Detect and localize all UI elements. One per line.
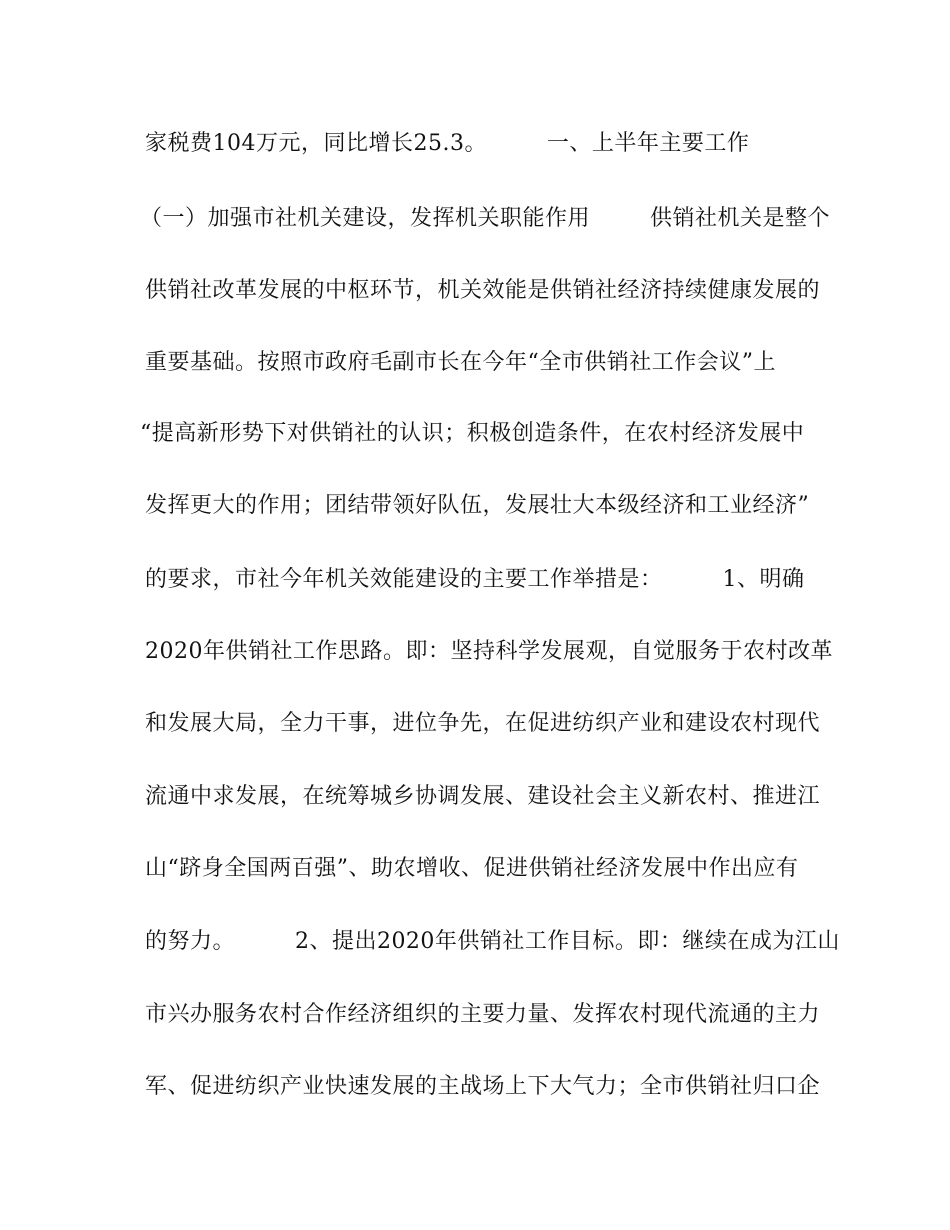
text-line: （一）加强市社机关建设，发挥机关职能作用 供销社机关是整个 bbox=[140, 206, 830, 231]
text-line: 供销社改革发展的中枢环节，机关效能是供销社经济持续健康发展的 bbox=[145, 278, 821, 303]
text-line: 市兴办服务农村合作经济组织的主要力量、发挥农村现代流通的主力 bbox=[145, 1002, 821, 1027]
text-line: 军、促进纺织产业快速发展的主战场上下大气力；全市供销社归口企 bbox=[145, 1074, 821, 1099]
text-line: 2020年供销社工作思路。即：坚持科学发展观，自觉服务于农村改革 bbox=[145, 639, 833, 664]
text-line: 山“跻身全国两百强”、助农增收、促进供销社经济发展中作出应有 bbox=[145, 856, 799, 881]
text-line: “提高新形势下对供销社的认识；积极创造条件，在农村经济发展中 bbox=[140, 421, 805, 446]
text-line: 发挥更大的作用；团结带领好队伍，发展壮大本级经济和工业经济” bbox=[145, 493, 810, 518]
text-line: 和发展大局，全力干事，进位争先，在促进纺织产业和建设农村现代 bbox=[145, 711, 821, 736]
text-line: 重要基础。按照市政府毛副市长在今年“全市供销社工作会议”上 bbox=[145, 350, 776, 375]
text-line: 流通中求发展，在统筹城乡协调发展、建设社会主义新农村、推进江 bbox=[145, 784, 821, 809]
text-line: 家税费104万元，同比增长25.3。 一、上半年主要工作 bbox=[145, 131, 750, 156]
text-line: 的要求，市社今年机关效能建设的主要工作举措是： 1、明确 bbox=[145, 567, 805, 592]
text-line: 的努力。 2、提出2020年供销社工作目标。即：继续在成为江山 bbox=[145, 929, 840, 954]
